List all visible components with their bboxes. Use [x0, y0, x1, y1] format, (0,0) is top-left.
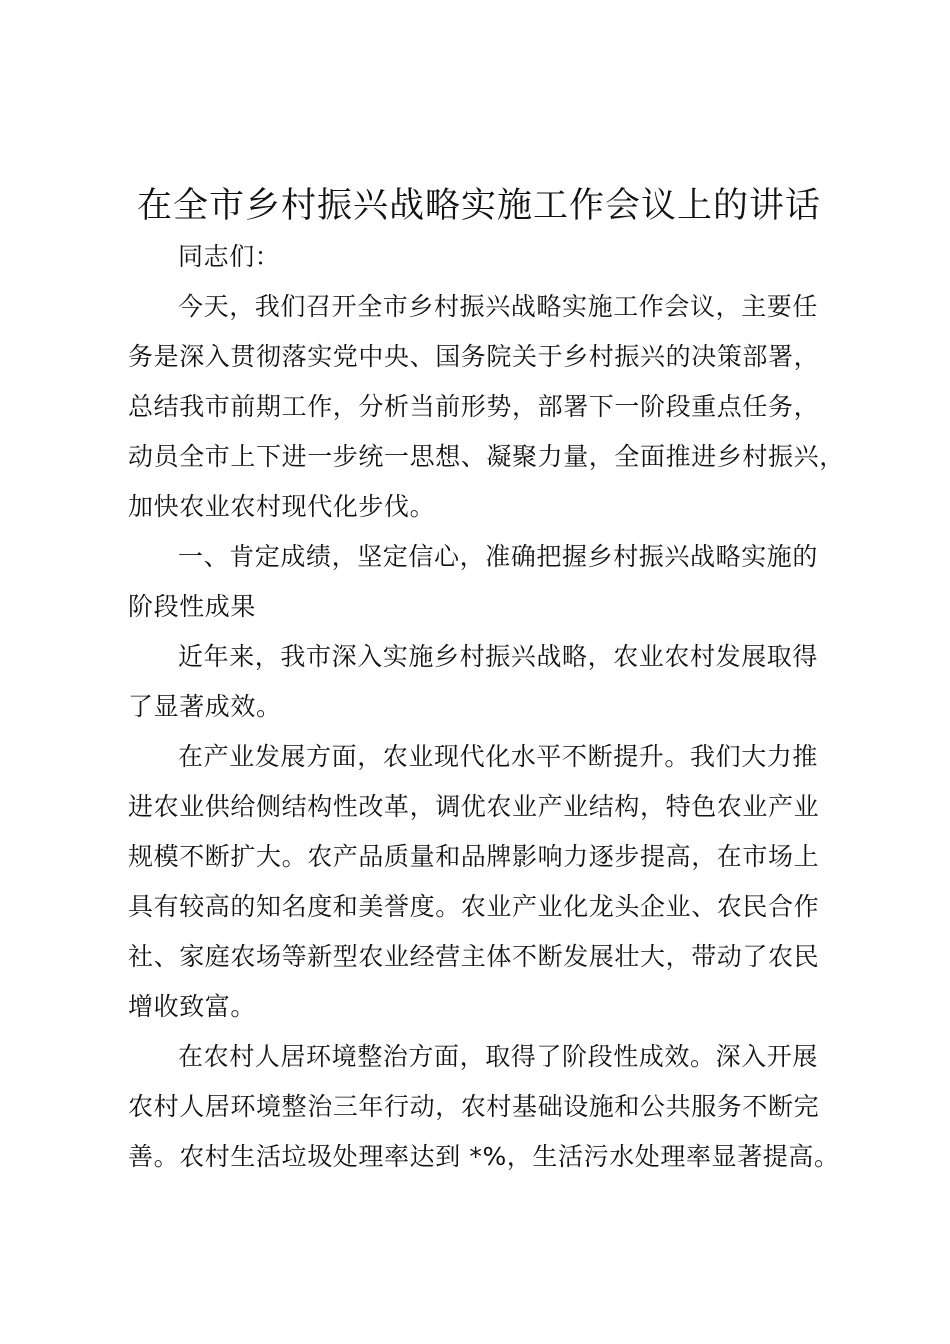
text-line: 今天，我们召开全市乡村振兴战略实施工作会议，主要任 [178, 292, 819, 321]
document-body [128, 232, 845, 1182]
text-line: 增收致富。 [128, 992, 257, 1021]
document-title: 在全市乡村振兴战略实施工作会议上的讲话 [136, 186, 821, 226]
text-line: 一、肯定成绩，坚定信心，准确把握乡村振兴战略实施的 [178, 542, 819, 571]
text-line: 在农村人居环境整治方面，取得了阶段性成效。深入开展 [178, 1042, 819, 1071]
text-line: 总结我市前期工作，分析当前形势，部署下一阶段重点任务， [128, 392, 820, 421]
text-line: 在产业发展方面，农业现代化水平不断提升。我们大力推 [178, 742, 819, 771]
text-line: 务是深入贯彻落实党中央、国务院关于乡村振兴的决策部署， [128, 342, 820, 371]
text-line: 具有较高的知名度和美誉度。农业产业化龙头企业、农民合作 [128, 892, 820, 921]
text-line: 规模不断扩大。农产品质量和品牌影响力逐步提高，在市场上 [128, 842, 820, 871]
text-line: 近年来，我市深入实施乡村振兴战略，农业农村发展取得 [178, 642, 819, 671]
text-line: 动员全市上下进一步统一思想、凝聚力量，全面推进乡村振兴， [128, 442, 845, 471]
text-line: 了显著成效。 [128, 692, 282, 721]
text-line: 同志们： [178, 242, 281, 271]
text-line: 阶段性成果 [128, 592, 257, 621]
text-line: 进农业供给侧结构性改革，调优农业产业结构，特色农业产业 [128, 792, 820, 821]
text-line: 社、家庭农场等新型农业经营主体不断发展壮大，带动了农民 [128, 942, 820, 971]
text-line: 加快农业农村现代化步伐。 [128, 492, 436, 521]
text-line: 农村人居环境整治三年行动，农村基础设施和公共服务不断完 [128, 1092, 820, 1121]
text-line: 善。农村生活垃圾处理率达到 *%，生活污水处理率显著提高。 [128, 1142, 840, 1171]
